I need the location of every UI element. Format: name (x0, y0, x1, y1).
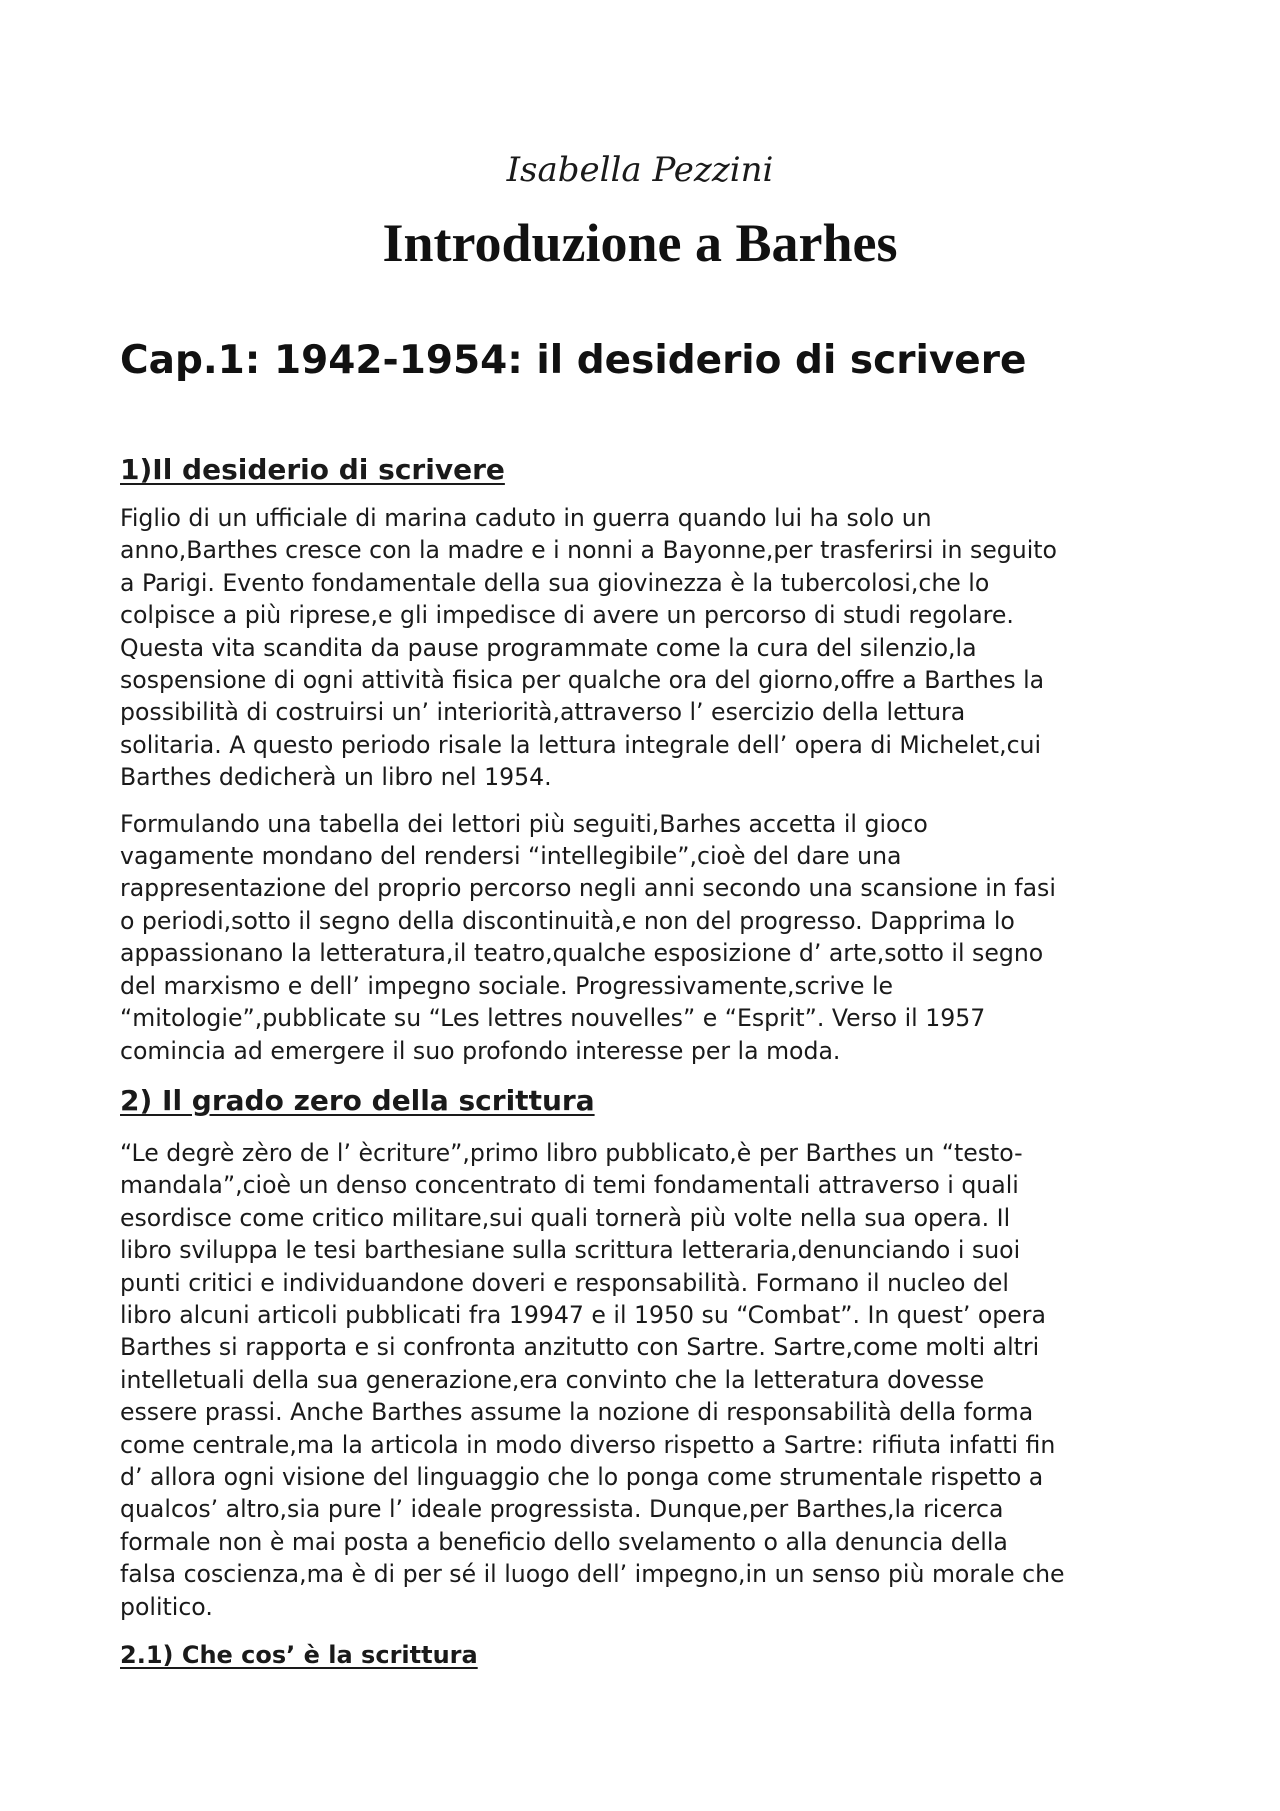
text-line: sospensione di ogni attività fisica per qualche ora del giorno,offre a Barthes la (120, 666, 1045, 695)
document-body (120, 450, 1170, 1673)
text-line: “Le degrè zèro de l’ ècriture”,primo libro pubblicato,è per Barthes un “testo- (120, 1138, 1023, 1167)
text-line: anno,Barthes cresce con la madre e i nonni a Bayonne,per trasferirsi in seguito (120, 536, 1057, 565)
text-line: libro sviluppa le tesi barthesiane sulla scrittura letteraria,denunciando i suoi (120, 1236, 1021, 1265)
text-line: essere prassi. Anche Barthes assume la nozione di responsabilità della forma (120, 1398, 1034, 1427)
text-line: qualcos’ altro,sia pure l’ ideale progressista. Dunque,per Barthes,la ricerca (120, 1495, 1004, 1524)
section1-paragraph-1 (120, 502, 1170, 794)
text-line: a Parigi. Evento fondamentale della sua giovinezza è la tubercolosi,che lo (120, 568, 990, 597)
text-line: “mitologie”,pubblicate su “Les lettres nouvelles” e “Esprit”. Verso il 1957 (120, 1004, 986, 1033)
chapter-heading: Cap.1: 1942-1954: il desiderio di scrivere (120, 338, 1027, 383)
text-line: intelletuali della sua generazione,era convinto che la letteratura dovesse (120, 1365, 985, 1394)
text-line: esordisce come critico militare,sui quali tornerà più volte nella sua opera. Il (120, 1203, 1011, 1232)
text-line: Figlio di un ufficiale di marina caduto in guerra quando lui ha solo un (120, 504, 932, 532)
text-line: possibilità di costruirsi un’ interiorità,attraverso l’ esercizio della lettura (120, 698, 966, 727)
section1-paragraph-2 (120, 808, 1170, 1067)
text-line: falsa coscienza,ma è di per sé il luogo dell’ impegno,in un senso più morale che (120, 1560, 1065, 1589)
section-heading-2: 2) Il grado zero della scrittura (120, 1083, 595, 1117)
text-line: d’ allora ogni visione del linguaggio che lo ponga come strumentale rispetto a (120, 1462, 1044, 1491)
text-line: colpisce a più riprese,e gli impedisce di avere un percorso di studi regolare. (120, 601, 1014, 630)
text-line: come centrale,ma la articola in modo diverso rispetto a Sartre: rifiuta infatti fin (120, 1430, 1056, 1459)
text-line: libro alcuni articoli pubblicati fra 19947 e il 1950 su “Combat”. In quest’ opera (120, 1300, 1046, 1329)
text-line: mandala”,cioè un denso concentrato di temi fondamentali attraverso i quali (120, 1171, 1019, 1200)
document-title: Introduzione a Barhes (382, 213, 898, 273)
text-line: vagamente mondano del rendersi “intellegibile”,cioè del dare una (120, 842, 902, 871)
section-heading-1: 1)Il desiderio di scrivere (120, 453, 505, 486)
text-line: Questa vita scandita da pause programmate come la cura del silenzio,la (120, 633, 977, 662)
text-line: appassionano la letteratura,il teatro,qualche esposizione d’ arte,sotto il segno (120, 939, 1044, 968)
text-line: Barthes si rapporta e si confronta anzitutto con Sartre. Sartre,come molti altri (120, 1333, 1040, 1362)
text-line: politico. (120, 1592, 213, 1621)
text-line: rappresentazione del proprio percorso negli anni secondo una scansione in fasi (120, 874, 1056, 903)
text-line: comincia ad emergere il suo profondo interesse per la moda. (120, 1036, 841, 1065)
subsection-heading-2-1: 2.1) Che cos’ è la scrittura (120, 1641, 478, 1669)
text-line: Formulando una tabella dei lettori più seguiti,Barhes accetta il gioco (120, 809, 928, 838)
text-line: formale non è mai posta a beneficio dello svelamento o alla denuncia della (120, 1527, 1008, 1556)
section2-paragraph-1 (120, 1137, 1170, 1623)
text-line: del marxismo e dell’ impegno sociale. Progressivamente,scrive le (120, 971, 894, 1000)
text-line: punti critici e individuandone doveri e responsabilità. Formano il nucleo del (120, 1268, 1009, 1297)
author-name: Isabella Pezzini (506, 150, 774, 190)
text-line: Barthes dedicherà un libro nel 1954. (120, 763, 552, 792)
text-line: o periodi,sotto il segno della discontinuità,e non del progresso. Dapprima lo (120, 906, 1015, 935)
text-line: solitaria. A questo periodo risale la lettura integrale dell’ opera di Michelet,cui (120, 730, 1042, 759)
